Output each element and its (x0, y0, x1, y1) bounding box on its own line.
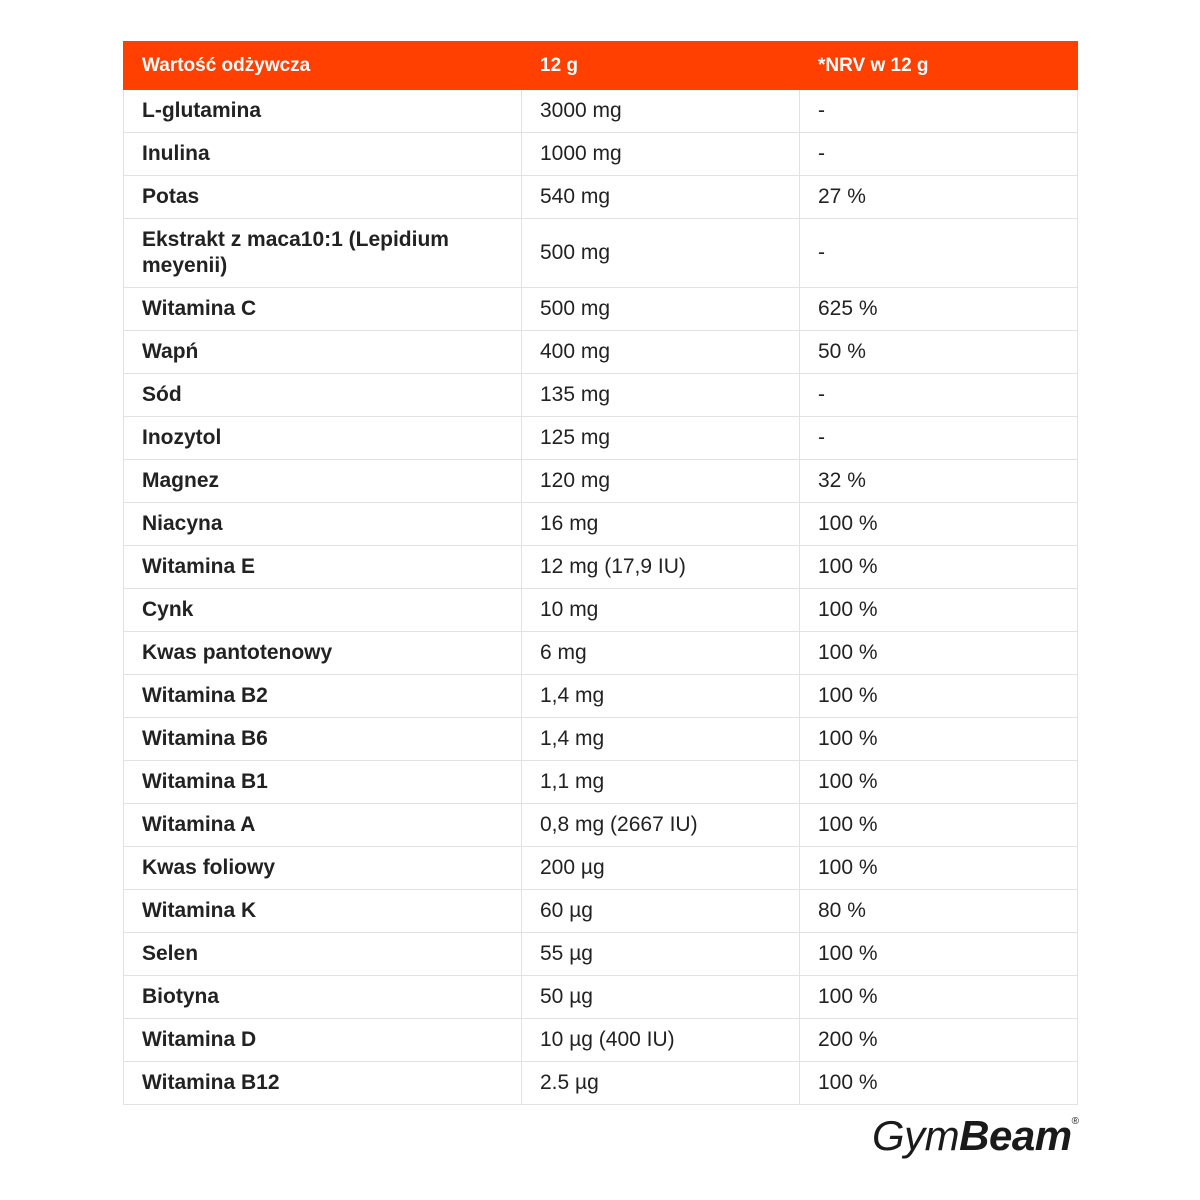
nutrient-name-cell: Witamina C (124, 288, 522, 331)
nrv-cell: 100 % (800, 632, 1078, 675)
nrv-cell: 80 % (800, 890, 1078, 933)
nutrient-name-cell: Cynk (124, 589, 522, 632)
nutrient-name-cell: Witamina D (124, 1019, 522, 1062)
table-row (124, 890, 1078, 933)
header-nrv: *NRV w 12 g (800, 42, 1078, 90)
nrv-cell: 100 % (800, 804, 1078, 847)
nutrient-name-cell: Witamina A (124, 804, 522, 847)
nutrient-name-cell: Potas (124, 176, 522, 219)
table-row (124, 933, 1078, 976)
nutrient-name-cell: Wapń (124, 331, 522, 374)
nrv-cell: 100 % (800, 546, 1078, 589)
table-row (124, 976, 1078, 1019)
amount-cell: 1,1 mg (522, 761, 800, 804)
table-row (124, 546, 1078, 589)
amount-cell: 6 mg (522, 632, 800, 675)
amount-cell: 120 mg (522, 460, 800, 503)
table-row (124, 675, 1078, 718)
table-row (124, 331, 1078, 374)
amount-cell: 55 µg (522, 933, 800, 976)
nutrient-name-cell: Niacyna (124, 503, 522, 546)
amount-cell: 10 mg (522, 589, 800, 632)
nrv-cell: 27 % (800, 176, 1078, 219)
table-row (124, 176, 1078, 219)
logo-text-gym: Gym (872, 1112, 960, 1159)
nutrient-name-cell: L-glutamina (124, 90, 522, 133)
amount-cell: 1,4 mg (522, 718, 800, 761)
nrv-cell: 625 % (800, 288, 1078, 331)
table-row (124, 804, 1078, 847)
amount-cell: 540 mg (522, 176, 800, 219)
table-row (124, 718, 1078, 761)
table-header-row (124, 42, 1078, 90)
header-nutrient: Wartość odżywcza (124, 42, 522, 90)
amount-cell: 2.5 µg (522, 1062, 800, 1105)
nrv-cell: - (800, 90, 1078, 133)
nutrient-name-cell: Inulina (124, 133, 522, 176)
amount-cell: 135 mg (522, 374, 800, 417)
nutrient-name-cell: Sód (124, 374, 522, 417)
logo-text-beam: Beam (959, 1112, 1072, 1159)
nrv-cell: 100 % (800, 1062, 1078, 1105)
table-row (124, 1062, 1078, 1105)
nutrient-name-cell: Magnez (124, 460, 522, 503)
nrv-cell: 100 % (800, 976, 1078, 1019)
registered-mark: ® (1071, 1116, 1079, 1127)
nrv-cell: 100 % (800, 675, 1078, 718)
amount-cell: 500 mg (522, 219, 800, 288)
table-row (124, 460, 1078, 503)
table-row (124, 374, 1078, 417)
amount-cell: 12 mg (17,9 IU) (522, 546, 800, 589)
table-row (124, 632, 1078, 675)
amount-cell: 500 mg (522, 288, 800, 331)
amount-cell: 10 µg (400 IU) (522, 1019, 800, 1062)
nutrition-table (123, 41, 1078, 1105)
gymbeam-logo (872, 1112, 1078, 1160)
table-row (124, 503, 1078, 546)
header-amount: 12 g (522, 42, 800, 90)
amount-cell: 16 mg (522, 503, 800, 546)
nrv-cell: 50 % (800, 331, 1078, 374)
amount-cell: 60 µg (522, 890, 800, 933)
amount-cell: 125 mg (522, 417, 800, 460)
nutrient-name-cell: Kwas foliowy (124, 847, 522, 890)
nutrient-name-cell: Kwas pantotenowy (124, 632, 522, 675)
table-body (124, 90, 1078, 1105)
nrv-cell: 100 % (800, 847, 1078, 890)
nrv-cell: 32 % (800, 460, 1078, 503)
nutrient-name-cell: Selen (124, 933, 522, 976)
nutrient-name-cell: Witamina B1 (124, 761, 522, 804)
amount-cell: 50 µg (522, 976, 800, 1019)
nrv-cell: 100 % (800, 933, 1078, 976)
nrv-cell: - (800, 133, 1078, 176)
nrv-cell: 100 % (800, 718, 1078, 761)
nutrient-name-cell: Inozytol (124, 417, 522, 460)
table-row (124, 589, 1078, 632)
nrv-cell: 100 % (800, 589, 1078, 632)
amount-cell: 3000 mg (522, 90, 800, 133)
nrv-cell: 200 % (800, 1019, 1078, 1062)
table-row (124, 133, 1078, 176)
nrv-cell: - (800, 219, 1078, 288)
nutrient-name-cell: Witamina K (124, 890, 522, 933)
amount-cell: 1000 mg (522, 133, 800, 176)
amount-cell: 1,4 mg (522, 675, 800, 718)
amount-cell: 0,8 mg (2667 IU) (522, 804, 800, 847)
table-row (124, 219, 1078, 288)
table-row (124, 1019, 1078, 1062)
nutrient-name-cell: Biotyna (124, 976, 522, 1019)
amount-cell: 400 mg (522, 331, 800, 374)
nrv-cell: 100 % (800, 503, 1078, 546)
table-row (124, 90, 1078, 133)
nutrient-name-cell: Ekstrakt z maca10:1 (Lepidium meyenii) (124, 219, 522, 288)
nutrient-name-cell: Witamina B2 (124, 675, 522, 718)
amount-cell: 200 µg (522, 847, 800, 890)
nrv-cell: - (800, 374, 1078, 417)
table-row (124, 847, 1078, 890)
table-row (124, 417, 1078, 460)
table-row (124, 288, 1078, 331)
nrv-cell: 100 % (800, 761, 1078, 804)
nrv-cell: - (800, 417, 1078, 460)
table-row (124, 761, 1078, 804)
nutrient-name-cell: Witamina B12 (124, 1062, 522, 1105)
nutrient-name-cell: Witamina B6 (124, 718, 522, 761)
nutrient-name-cell: Witamina E (124, 546, 522, 589)
